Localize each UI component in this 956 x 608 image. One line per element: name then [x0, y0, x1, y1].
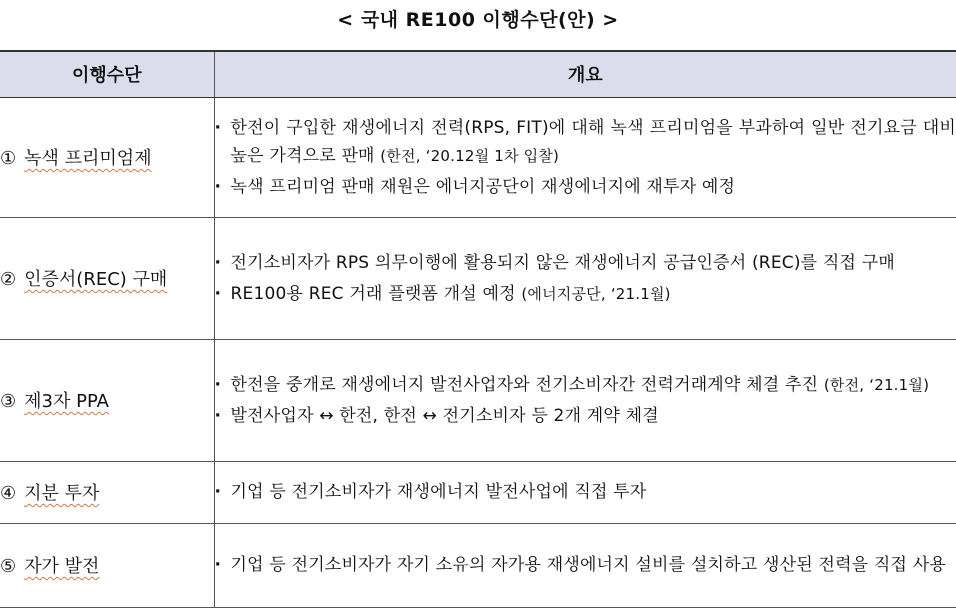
- bullet-item: [215, 114, 956, 170]
- method-label: 자가 발전: [24, 556, 99, 577]
- bullet-item: [215, 173, 956, 201]
- bullet-marker: ·: [215, 402, 231, 430]
- bullet-text: 한전을 중개로 재생에너지 발전사업자와 전기소비자간 전력거래계약 체결 추진: [231, 375, 824, 395]
- bullet-text: 기업 등 전기소비자가 재생에너지 발전사업에 직접 투자: [231, 482, 647, 502]
- method-label: 제3자 PPA: [24, 391, 109, 412]
- table-row: [0, 217, 956, 339]
- method-label: 녹색 프리미엄제: [24, 148, 151, 169]
- method-label: 인증서(REC) 구매: [24, 269, 167, 290]
- bullet-marker: ·: [215, 478, 231, 506]
- bullet-item: [215, 249, 956, 277]
- bullet-marker: ·: [215, 114, 231, 170]
- overview-cell: [214, 217, 956, 339]
- bullet-item: [215, 371, 956, 399]
- bullet-item: [215, 402, 956, 430]
- bullet-text: 발전사업자 ↔ 한전, 한전 ↔ 전기소비자 등 2개 계약 체결: [231, 406, 659, 426]
- row-number: ⑤: [0, 556, 16, 577]
- table-header-row: [0, 51, 956, 97]
- bullet-text: 한전이 구입한 재생에너지 전력(RPS, FIT)에 대해 녹색 프리미엄을 부과하여 일반 전기요금 대비 높은 가격으로 판매: [231, 118, 956, 166]
- bullet-text: 기업 등 전기소비자가 자기 소유의 자가용 재생에너지 설비를 설치하고 생산된 전력을 직접 사용: [231, 555, 947, 575]
- bullet-note: (한전, ‘21.1월): [824, 376, 929, 394]
- row-number: ①: [0, 148, 16, 169]
- method-label: 지분 투자: [24, 483, 99, 504]
- table-row: [0, 97, 956, 217]
- row-number: ③: [0, 391, 16, 412]
- table-row: [0, 461, 956, 523]
- overview-cell: [214, 461, 956, 523]
- table-row: [0, 523, 956, 607]
- header-overview: 개요: [214, 51, 956, 97]
- bullet-marker: ·: [215, 249, 231, 277]
- bullet-marker: ·: [215, 551, 231, 579]
- page-title: < 국내 RE100 이행수단(안) >: [0, 6, 956, 34]
- overview-cell: [214, 523, 956, 607]
- method-cell: [0, 339, 214, 461]
- bullet-item: [215, 478, 956, 506]
- method-cell: [0, 461, 214, 523]
- bullet-item: [215, 551, 956, 579]
- header-method: 이행수단: [0, 51, 214, 97]
- bullet-text: 전기소비자가 RPS 의무이행에 활용되지 않은 재생에너지 공급인증서 (REC)를 직접 구매: [231, 253, 895, 273]
- re100-methods-table: [0, 50, 956, 608]
- method-cell: [0, 97, 214, 217]
- bullet-text: RE100용 REC 거래 플랫폼 개설 예정: [231, 284, 522, 304]
- method-cell: [0, 217, 214, 339]
- bullet-marker: ·: [215, 173, 231, 201]
- bullet-marker: ·: [215, 280, 231, 308]
- bullet-note: (에너지공단, ‘21.1월): [521, 285, 670, 303]
- row-number: ④: [0, 483, 16, 504]
- table-row: [0, 339, 956, 461]
- bullet-item: [215, 280, 956, 308]
- bullet-text: 녹색 프리미엄 판매 재원은 에너지공단이 재생에너지에 재투자 예정: [231, 177, 736, 197]
- bullet-note: (한전, ‘20.12월 1차 입찰): [380, 147, 559, 165]
- row-number: ②: [0, 269, 16, 290]
- overview-cell: [214, 97, 956, 217]
- overview-cell: [214, 339, 956, 461]
- bullet-marker: ·: [215, 371, 231, 399]
- method-cell: [0, 523, 214, 607]
